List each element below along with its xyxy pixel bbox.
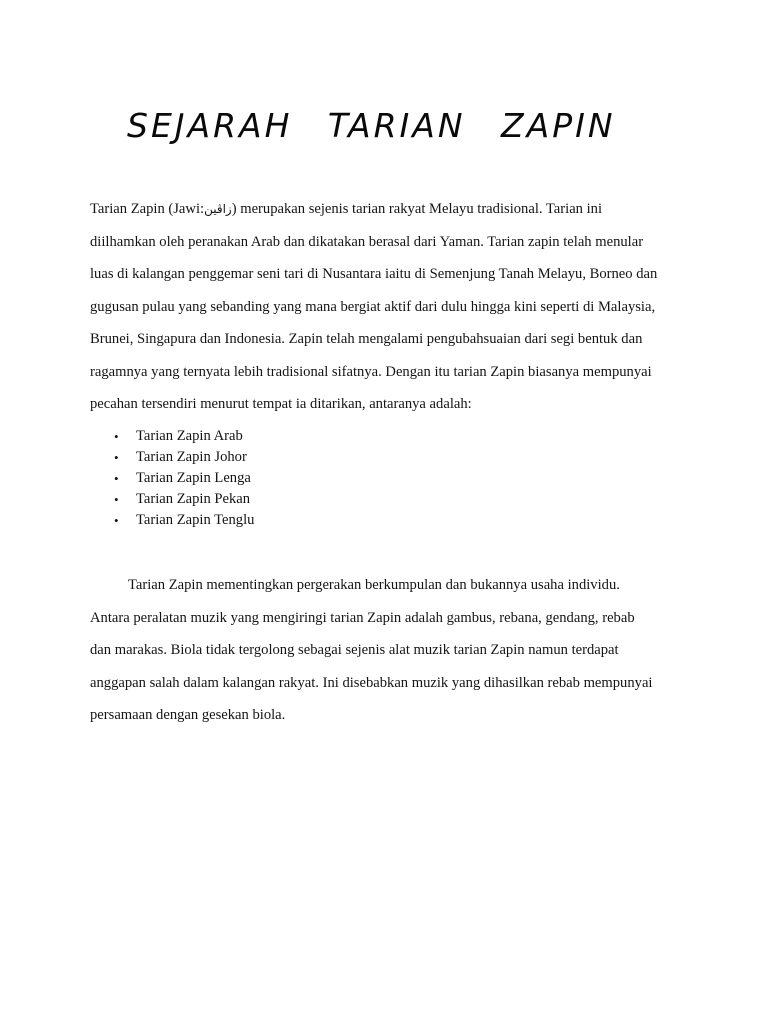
page-title: SEJARAH TARIAN ZAPIN <box>127 106 616 145</box>
jawi-script-text: زاڤين <box>204 202 232 216</box>
bullet-icon: • <box>114 450 119 465</box>
paragraph-line <box>90 193 690 226</box>
paragraph-line: luas di kalangan penggemar seni tari di Nusantara iaitu di Semenjung Tanah Melayu, Borneo dan <box>90 266 658 282</box>
zapin-types-list <box>90 426 254 531</box>
bullet-icon: • <box>114 492 119 507</box>
list-item-text: Tarian Zapin Pekan <box>136 491 251 507</box>
bullet-icon: • <box>114 471 119 486</box>
list-item-text: Tarian Zapin Lenga <box>136 470 251 486</box>
line-text: Tarian Zapin (Jawi: <box>90 201 205 217</box>
bullet-icon: • <box>114 513 119 528</box>
list-item <box>90 468 254 489</box>
paragraph-line: diilhamkan oleh peranakan Arab dan dikatakan berasal dari Yaman. Tarian zapin telah menular <box>90 233 644 250</box>
line-text: ) merupakan sejenis tarian rakyat Melayu tradisional. Tarian ini <box>231 201 603 217</box>
paragraph-line: Tarian Zapin mementingkan pergerakan berkumpulan dan bukannya usaha individu. <box>128 577 620 593</box>
bullet-icon: • <box>114 429 119 444</box>
intro-paragraph <box>90 193 690 421</box>
list-item <box>90 447 254 468</box>
paragraph-line: anggapan salah dalam kalangan rakyat. Ini disebabkan muzik yang dihasilkan rebab mempunyai <box>90 674 653 691</box>
list-item-text: Tarian Zapin Arab <box>136 428 243 444</box>
paragraph-line: gugusan pulau yang sebanding yang mana bergiat aktif dari dulu hingga kini seperti di Malaysia, <box>90 298 656 315</box>
paragraph-line: Antara peralatan muzik yang mengiringi tarian Zapin adalah gambus, rebana, gendang, rebab <box>90 609 635 626</box>
list-item <box>90 489 254 510</box>
paragraph-line: ragamnya yang ternyata lebih tradisional sifatnya. Dengan itu tarian Zapin biasanya mempunyai <box>90 363 652 380</box>
list-item <box>90 510 254 531</box>
list-item-text: Tarian Zapin Johor <box>136 449 247 465</box>
paragraph-line: Brunei, Singapura dan Indonesia. Zapin telah mengalami pengubahsuaian dari segi bentuk dan <box>90 331 643 347</box>
list-item <box>90 426 254 447</box>
paragraph-line: pecahan tersendiri menurut tempat ia ditarikan, antaranya adalah: <box>90 396 472 412</box>
paragraph-line: persamaan dengan gesekan biola. <box>90 707 286 723</box>
paragraph-line: dan marakas. Biola tidak tergolong sebagai sejenis alat muzik tarian Zapin namun terdapat <box>90 642 619 658</box>
list-item-text: Tarian Zapin Tenglu <box>136 512 255 528</box>
music-paragraph <box>90 569 690 732</box>
